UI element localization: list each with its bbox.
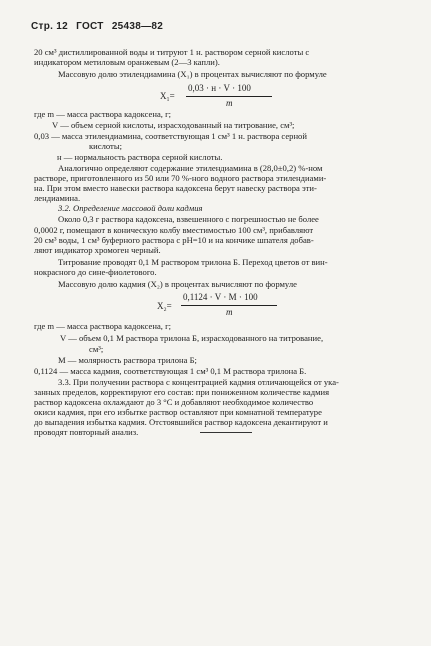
section-heading: 3.2. Определение массовой доли кадмия	[58, 203, 203, 213]
text-line: 0,0002 г, помещают в коническую колбу вместимостью 100 см³, прибавляют	[34, 225, 314, 235]
text-line: Около 0,3 г раствора кадоксена, взвешенного с погрешностью не более	[58, 214, 319, 224]
text-line: ляют индикатор хромоген черный.	[34, 245, 161, 255]
text-line: индикатором метиловым оранжевым (2—3 капли).	[34, 57, 220, 67]
text-line: раствор кадоксена охлаждают до 3 °С и добавляют необходимое количество	[34, 397, 314, 407]
text-line: кислоты;	[89, 141, 122, 151]
formula-1-fraction-bar	[186, 96, 272, 97]
text-line: М — молярность раствора трилона Б;	[58, 355, 197, 365]
text-line: Массовую долю этилендиамина (X₁) в процентах вычисляют по формуле	[58, 69, 327, 79]
text-line: Аналогично определяют содержание этилендиамина в (28,0±0,2) %-ном	[58, 163, 323, 173]
page-number: Стр. 12	[31, 21, 69, 32]
formula-2-denominator: m	[226, 307, 233, 317]
text-line: 0,1124 — масса кадмия, соответствующая 1 см³ 0,1 М раствора трилона Б.	[34, 366, 307, 376]
text-line: V — объем 0,1 М раствора трилона Б, израсходованного на титрование,	[60, 333, 324, 343]
text-line: 20 см³ воды, 1 см³ буферного раствора с pH=10 и на кончике шпателя добав-	[34, 235, 314, 245]
formula-1-lhs: X₁=	[160, 91, 175, 101]
standard-label: ГОСТ	[76, 21, 104, 32]
text-line: V — объем серной кислоты, израсходованный на титрование, см³;	[52, 120, 295, 130]
formula-2-fraction-bar	[181, 305, 277, 306]
text-line: проводят повторный анализ.	[34, 427, 139, 437]
text-line: лендиамина.	[34, 193, 81, 203]
text-line: Титрование проводят 0,1 М раствором трилона Б. Переход цветов от вин-	[58, 257, 328, 267]
formula-2-lhs: X₂=	[157, 301, 172, 311]
formula-2-numerator: 0,1124 · V · M · 100	[183, 292, 258, 302]
formula-1-denominator: m	[226, 98, 233, 108]
text-line: занных пределов, корректируют его состав: при пониженном количестве кадмия	[34, 387, 330, 397]
text-line: нокрасного до сине-фиолетового.	[34, 267, 157, 277]
text-line: н — нормальность раствора серной кислоты.	[57, 152, 223, 162]
page-header	[31, 21, 168, 32]
standard-number: 25438—82	[111, 21, 164, 32]
closing-rule	[200, 432, 252, 433]
text-line: до выпадения избытка кадмия. Отстоявшийся раствор кадоксена декантируют и	[34, 417, 328, 427]
text-line: растворе, приготовленного из 50 или 70 %-ного водного раствора этилендиами-	[34, 173, 327, 183]
text-line: 0,03 — масса этилендиамина, соответствующая 1 см³ 1 н. раствора серной	[34, 131, 307, 141]
text-line: см³;	[89, 344, 104, 354]
text-line: где m — масса раствора кадоксена, г;	[34, 321, 171, 331]
text-line: где m — масса раствора кадоксена, г;	[34, 109, 171, 119]
text-line: окиси кадмия, при его избытке раствор оставляют при комнатной температуре	[34, 407, 322, 417]
text-line: Массовую долю кадмия (X₂) в процентах вычисляют по формуле	[58, 279, 297, 289]
text-line: 3.3. При получении раствора с концентрацией кадмия отличающейся от ука-	[58, 377, 339, 387]
formula-1-numerator: 0,03 · н · V · 100	[188, 83, 251, 93]
text-line: 20 см³ дистиллированной воды и титруют 1 н. раствором серной кислоты с	[34, 47, 310, 57]
text-line: на. При этом вместо навески раствора кадоксена берут навеску раствора эти-	[34, 183, 317, 193]
